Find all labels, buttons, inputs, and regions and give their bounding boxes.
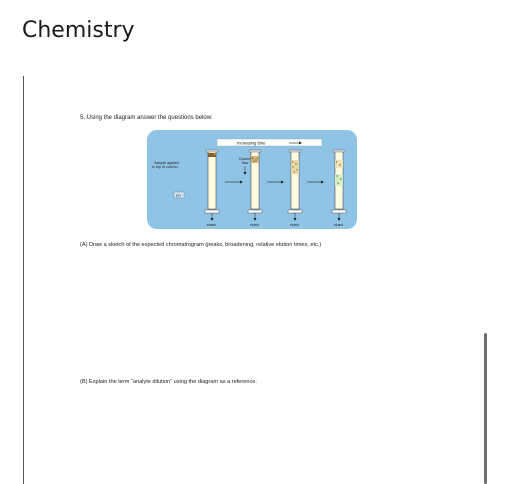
- question-part-b: (B) Explain the term “analyte dilution” using the diagram as a reference.: [80, 379, 257, 385]
- column-1: [206, 150, 218, 209]
- column-2: [249, 150, 261, 209]
- scrollbar[interactable]: [484, 333, 487, 484]
- question-heading: 5. Using the diagram answer the questions below:: [80, 115, 213, 121]
- page-title: Chemistry: [22, 18, 135, 43]
- left-divider: [23, 76, 24, 484]
- panel-label: (a): [176, 193, 181, 198]
- flow-label-line2: flow: [242, 161, 249, 165]
- time-label: Increasing time: [237, 140, 266, 146]
- eluent-label-3: eluent: [290, 223, 300, 227]
- eluent-label-2: eluent: [250, 223, 260, 227]
- flow-label-line1: Column: [239, 157, 252, 161]
- column-3: [289, 150, 301, 209]
- question-part-a: (A) Draw a sketch of the expected chromatrogram (peaks, broadening, relative elution times, etc.): [80, 242, 322, 248]
- sample-label-line2: to top of column: [152, 165, 178, 169]
- eluent-label-1: eluent: [207, 223, 217, 227]
- time-label-box: [217, 139, 322, 146]
- chromatography-diagram: [147, 130, 357, 229]
- column-4: [333, 150, 345, 209]
- sample-label-line1: Sample applied: [154, 161, 179, 165]
- eluent-label-4: eluent: [334, 223, 344, 227]
